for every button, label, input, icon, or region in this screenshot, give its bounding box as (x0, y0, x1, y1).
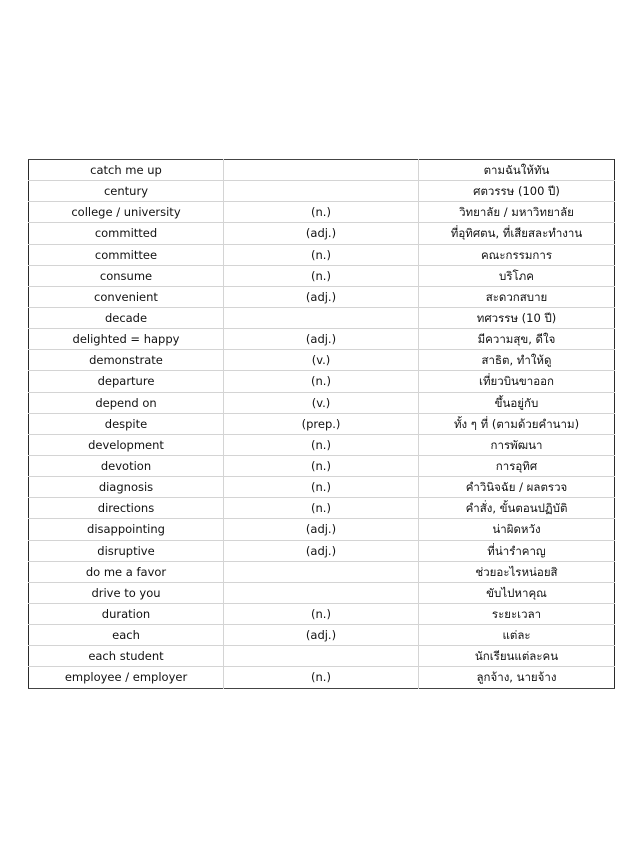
english-word-cell: consume (29, 265, 224, 286)
english-word-cell: demonstrate (29, 350, 224, 371)
thai-meaning-cell: ศตวรรษ (100 ปี) (419, 181, 615, 202)
thai-meaning-cell: ที่น่ารำคาญ (419, 540, 615, 561)
english-word-cell: each student (29, 646, 224, 667)
thai-meaning-cell: บริโภค (419, 265, 615, 286)
thai-meaning-cell: คณะกรรมการ (419, 244, 615, 265)
english-word-cell: committed (29, 223, 224, 244)
thai-meaning-cell: มีความสุข, ดีใจ (419, 329, 615, 350)
english-word-cell: depend on (29, 392, 224, 413)
part-of-speech-cell (224, 646, 419, 667)
table-row (29, 181, 615, 202)
english-word-cell: convenient (29, 286, 224, 307)
part-of-speech-cell: (adj.) (224, 540, 419, 561)
table-row (29, 244, 615, 265)
table-row (29, 519, 615, 540)
table-row (29, 202, 615, 223)
english-word-cell: disappointing (29, 519, 224, 540)
part-of-speech-cell (224, 561, 419, 582)
thai-meaning-cell: ช่วยอะไรหน่อยสิ (419, 561, 615, 582)
part-of-speech-cell: (n.) (224, 498, 419, 519)
part-of-speech-cell: (n.) (224, 371, 419, 392)
table-row (29, 160, 615, 181)
table-row (29, 329, 615, 350)
english-word-cell: departure (29, 371, 224, 392)
thai-meaning-cell: แต่ละ (419, 625, 615, 646)
part-of-speech-cell: (n.) (224, 603, 419, 624)
table-row (29, 603, 615, 624)
english-word-cell: decade (29, 307, 224, 328)
part-of-speech-cell: (n.) (224, 477, 419, 498)
english-word-cell: each (29, 625, 224, 646)
table-row (29, 265, 615, 286)
table-row (29, 540, 615, 561)
part-of-speech-cell: (n.) (224, 455, 419, 476)
english-word-cell: disruptive (29, 540, 224, 561)
part-of-speech-cell (224, 181, 419, 202)
thai-meaning-cell: ทศวรรษ (10 ปี) (419, 307, 615, 328)
english-word-cell: catch me up (29, 160, 224, 181)
part-of-speech-cell: (n.) (224, 667, 419, 688)
table-row (29, 350, 615, 371)
table-row (29, 667, 615, 688)
english-word-cell: duration (29, 603, 224, 624)
part-of-speech-cell: (prep.) (224, 413, 419, 434)
table-row (29, 286, 615, 307)
thai-meaning-cell: สะดวกสบาย (419, 286, 615, 307)
thai-meaning-cell: สาธิต, ทำให้ดู (419, 350, 615, 371)
english-word-cell: development (29, 434, 224, 455)
english-word-cell: century (29, 181, 224, 202)
thai-meaning-cell: การพัฒนา (419, 434, 615, 455)
thai-meaning-cell: วิทยาลัย / มหาวิทยาลัย (419, 202, 615, 223)
thai-meaning-cell: นักเรียนแต่ละคน (419, 646, 615, 667)
table-row (29, 371, 615, 392)
english-word-cell: devotion (29, 455, 224, 476)
table-row (29, 455, 615, 476)
part-of-speech-cell: (adj.) (224, 625, 419, 646)
part-of-speech-cell (224, 160, 419, 181)
table-row (29, 413, 615, 434)
table-row (29, 477, 615, 498)
thai-meaning-cell: การอุทิศ (419, 455, 615, 476)
part-of-speech-cell (224, 582, 419, 603)
thai-meaning-cell: ตามฉันให้ทัน (419, 160, 615, 181)
part-of-speech-cell: (adj.) (224, 329, 419, 350)
thai-meaning-cell: ขับไปหาคุณ (419, 582, 615, 603)
part-of-speech-cell: (n.) (224, 202, 419, 223)
part-of-speech-cell (224, 307, 419, 328)
part-of-speech-cell: (v.) (224, 392, 419, 413)
thai-meaning-cell: ขึ้นอยู่กับ (419, 392, 615, 413)
thai-meaning-cell: คำสั่ง, ขั้นตอนปฏิบัติ (419, 498, 615, 519)
thai-meaning-cell: ลูกจ้าง, นายจ้าง (476, 670, 557, 685)
part-of-speech-cell: (n.) (224, 434, 419, 455)
thai-meaning-cell: คำวินิจฉัย / ผลตรวจ (419, 477, 615, 498)
part-of-speech-cell: (v.) (224, 350, 419, 371)
part-of-speech-cell: (adj.) (224, 519, 419, 540)
english-word-cell: do me a favor (29, 561, 224, 582)
part-of-speech-cell: (n.) (224, 265, 419, 286)
english-word-cell: diagnosis (29, 477, 224, 498)
table-row (29, 625, 615, 646)
table-row (29, 498, 615, 519)
english-word-cell: employee / employer (29, 667, 224, 688)
table-row (29, 392, 615, 413)
part-of-speech-cell: (adj.) (224, 286, 419, 307)
thai-meaning-cell: ทั้ง ๆ ที่ (ตามด้วยคำนาม) (419, 413, 615, 434)
table-row (29, 223, 615, 244)
english-word-cell: college / university (29, 202, 224, 223)
thai-meaning-cell: น่าผิดหวัง (419, 519, 615, 540)
thai-meaning-cell: เที่ยวบินขาออก (419, 371, 615, 392)
table-row (29, 582, 615, 603)
table-row (29, 561, 615, 582)
vocabulary-table-body (29, 160, 615, 689)
english-word-cell: directions (29, 498, 224, 519)
part-of-speech-cell: (adj.) (224, 223, 419, 244)
table-row (29, 646, 615, 667)
english-word-cell: committee (29, 244, 224, 265)
table-row (29, 434, 615, 455)
english-word-cell: despite (29, 413, 224, 434)
thai-meaning-cell: ที่อุทิศตน, ที่เสียสละทำงาน (419, 223, 615, 244)
english-word-cell: drive to you (29, 582, 224, 603)
thai-meaning-cell: ระยะเวลา (419, 603, 615, 624)
table-row (29, 307, 615, 328)
english-word-cell: delighted = happy (29, 329, 224, 350)
part-of-speech-cell: (n.) (224, 244, 419, 265)
vocabulary-table (28, 159, 615, 689)
